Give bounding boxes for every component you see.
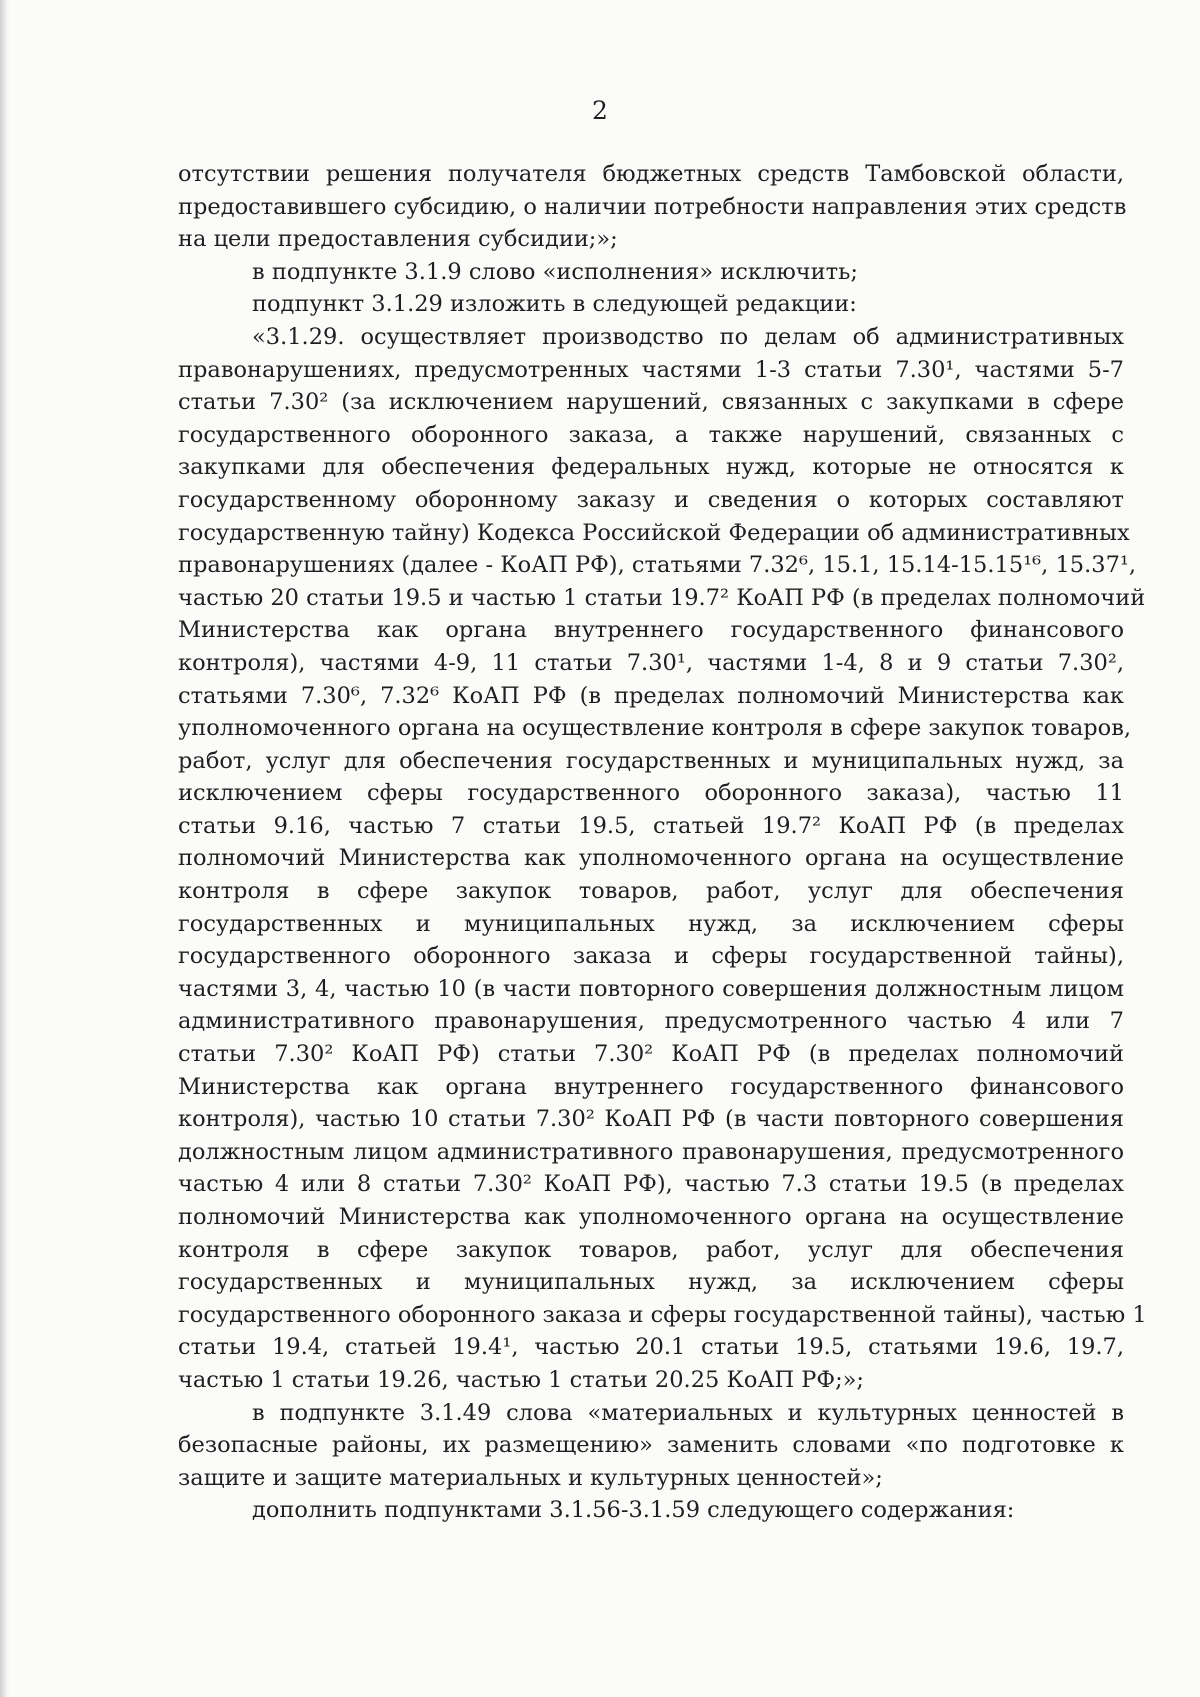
text-line: безопасные районы, их размещению» заменить словами «по подготовке к — [178, 1432, 1124, 1459]
text-line: контроля в сфере закупок товаров, работ, услуг для обеспечения — [178, 878, 1124, 905]
text-line: государственного оборонного заказа, а также нарушений, связанных с — [178, 421, 1124, 448]
text-line: полномочий Министерства как уполномоченного органа на осуществление — [178, 1204, 1124, 1230]
text-line: в подпункте 3.1.9 слово «исполнения» исключить; — [252, 258, 858, 285]
text-line: отсутствии решения получателя бюджетных средств Тамбовской области, — [178, 161, 1124, 187]
text-line: «3.1.29. осуществляет производство по делам об административных — [252, 323, 1124, 350]
text-line: контроля в сфере закупок товаров, работ, услуг для обеспечения — [178, 1236, 1124, 1263]
text-line: Министерства как органа внутреннего государственного финансового — [178, 617, 1124, 644]
text-line: должностным лицом административного правонарушения, предусмотренного — [178, 1138, 1124, 1165]
text-line: государственных и муниципальных нужд, за исключением сферы — [178, 1269, 1124, 1296]
text-line: контроля), частью 10 статьи 7.30² КоАП РФ (в части повторного совершения — [178, 1106, 1124, 1133]
text-line: полномочий Министерства как уполномоченного органа на осуществление — [178, 845, 1124, 872]
text-line: контроля), частями 4-9, 11 статьи 7.30¹, частями 1-4, 8 и 9 статьи 7.30², — [178, 649, 1124, 676]
text-line: статьями 7.30⁶, 7.32⁶ КоАП РФ (в пределах полномочий Министерства как — [178, 682, 1124, 709]
text-line: защите и защите материальных и культурных ценностей»; — [178, 1464, 883, 1491]
text-line: частью 20 статьи 19.5 и частью 1 статьи 19.7² КоАП РФ (в пределах полномочий — [178, 584, 1146, 611]
text-line: административного правонарушения, предусмотренного частью 4 или 7 — [178, 1008, 1124, 1035]
scan-edge-shadow — [0, 0, 10, 1697]
text-line: государственных и муниципальных нужд, за исключением сферы — [178, 910, 1124, 937]
text-line: государственную тайну) Кодекса Российской Федерации об административных — [178, 519, 1130, 546]
text-line: подпункт 3.1.29 изложить в следующей редакции: — [252, 291, 857, 318]
text-line: государственного оборонного заказа и сферы государственной тайны), — [178, 943, 1124, 970]
text-line: статьи 7.30² КоАП РФ) статьи 7.30² КоАП РФ (в пределах полномочий — [178, 1041, 1124, 1068]
text-line: частью 1 статьи 19.26, частью 1 статьи 20.25 КоАП РФ;»; — [178, 1366, 865, 1393]
text-line: статьи 7.30² (за исключением нарушений, связанных с закупками в сфере — [178, 389, 1124, 416]
text-line: государственного оборонного заказа и сферы государственной тайны), частью 1 — [178, 1301, 1147, 1328]
text-line: статьи 9.16, частью 7 статьи 19.5, статьей 19.7² КоАП РФ (в пределах — [178, 812, 1124, 839]
text-line: статьи 19.4, статьей 19.4¹, частью 20.1 статьи 19.5, статьями 19.6, 19.7, — [178, 1334, 1124, 1361]
page-number: 2 — [592, 96, 608, 125]
text-line: в подпункте 3.1.49 слова «материальных и культурных ценностей в — [252, 1399, 1124, 1426]
text-line: предоставившего субсидию, о наличии потребности направления этих средств — [178, 193, 1127, 220]
text-line: дополнить подпунктами 3.1.56-3.1.59 следующего содержания: — [252, 1497, 1015, 1524]
text-line: правонарушениях (далее - КоАП РФ), статьями 7.32⁶, 15.1, 15.14-15.15¹⁶, 15.37¹, — [178, 552, 1137, 579]
text-line: частями 3, 4, частью 10 (в части повторного совершения должностным лицом — [178, 975, 1124, 1002]
text-line: закупками для обеспечения федеральных нужд, которые не относятся к — [178, 454, 1124, 481]
text-line: государственному оборонному заказу и сведения о которых составляют — [178, 486, 1124, 513]
text-line: уполномоченного органа на осуществление контроля в сфере закупок товаров, — [178, 715, 1132, 742]
text-line: правонарушениях, предусмотренных частями 1-3 статьи 7.30¹, частями 5-7 — [178, 356, 1124, 383]
text-line: работ, услуг для обеспечения государственных и муниципальных нужд, за — [178, 747, 1124, 774]
text-line: Министерства как органа внутреннего государственного финансового — [178, 1073, 1124, 1100]
text-line: частью 4 или 8 статьи 7.30² КоАП РФ), частью 7.3 статьи 19.5 (в пределах — [178, 1171, 1124, 1198]
text-line: на цели предоставления субсидии;»; — [178, 226, 618, 253]
text-line: исключением сферы государственного оборонного заказа), частью 11 — [178, 780, 1124, 807]
document-body — [178, 158, 1147, 1527]
